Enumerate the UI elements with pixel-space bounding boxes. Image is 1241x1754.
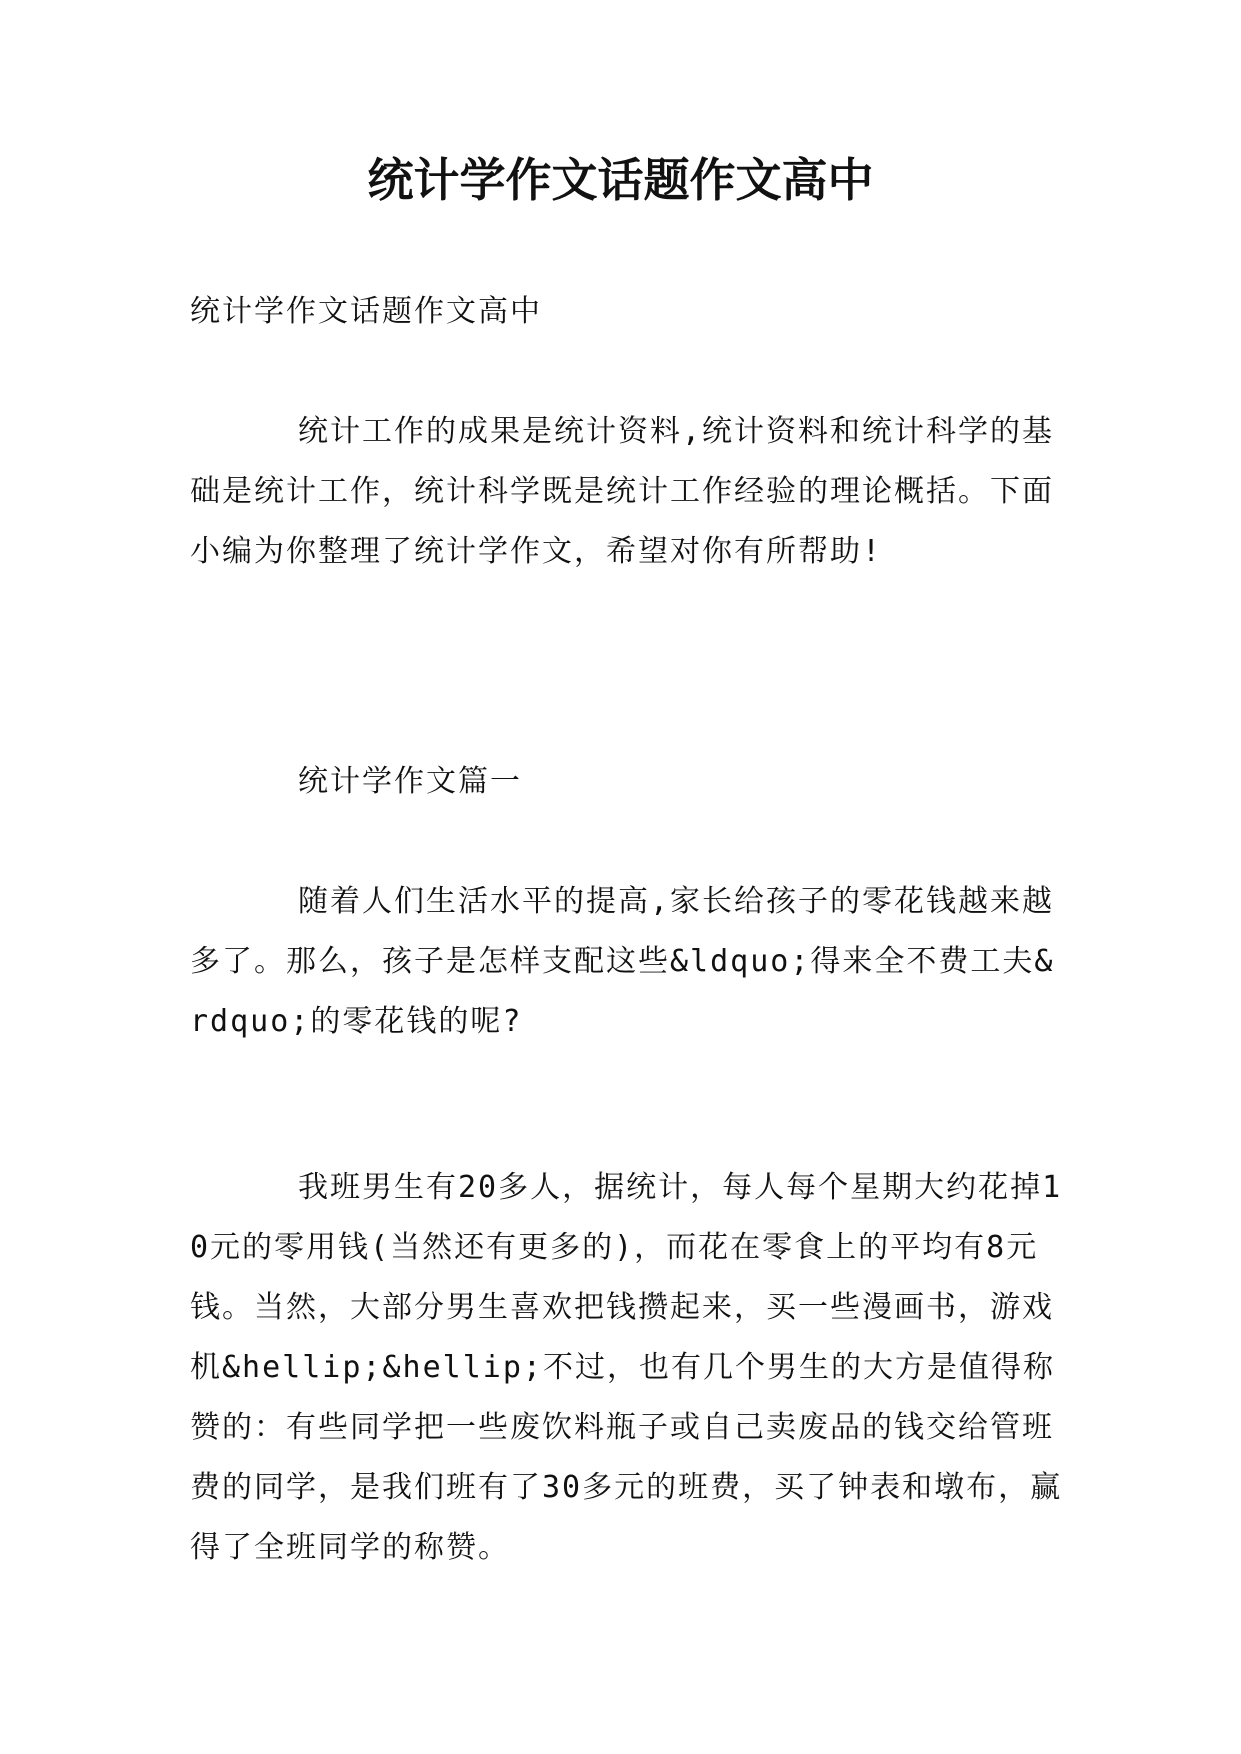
body-paragraph: 随着人们生活水平的提高,家长给孩子的零花钱越来越多了。那么，孩子是怎样支配这些&ldquo;得来全不费工夫&rdquo;的零花钱的呢?: [190, 884, 1055, 1039]
document-subtitle: 统计学作文话题作文高中: [190, 294, 542, 329]
intro-paragraph: 统计工作的成果是统计资料,统计资料和统计科学的基础是统计工作，统计科学既是统计工作经验的理论概括。下面小编为你整理了统计学作文，希望对你有所帮助!: [190, 414, 1055, 569]
section-heading: 统计学作文篇一: [298, 764, 522, 799]
document-title: 统计学作文话题作文高中: [367, 153, 874, 207]
body-paragraph: 我班男生有20多人，据统计，每人每个星期大约花掉10元的零用钱(当然还有更多的)，而花在零食上的平均有8元钱。当然，大部分男生喜欢把钱攒起来，买一些漫画书，游戏机&hellip;&hellip;不过，也有几个男生的大方是值得称赞的：有些同学把一些废饮料瓶子或自己卖废品的钱交给管班费的同学，是我们班有了30多元的班费，买了钟表和墩布，赢得了全班同学的称赞。: [190, 1170, 1063, 1565]
